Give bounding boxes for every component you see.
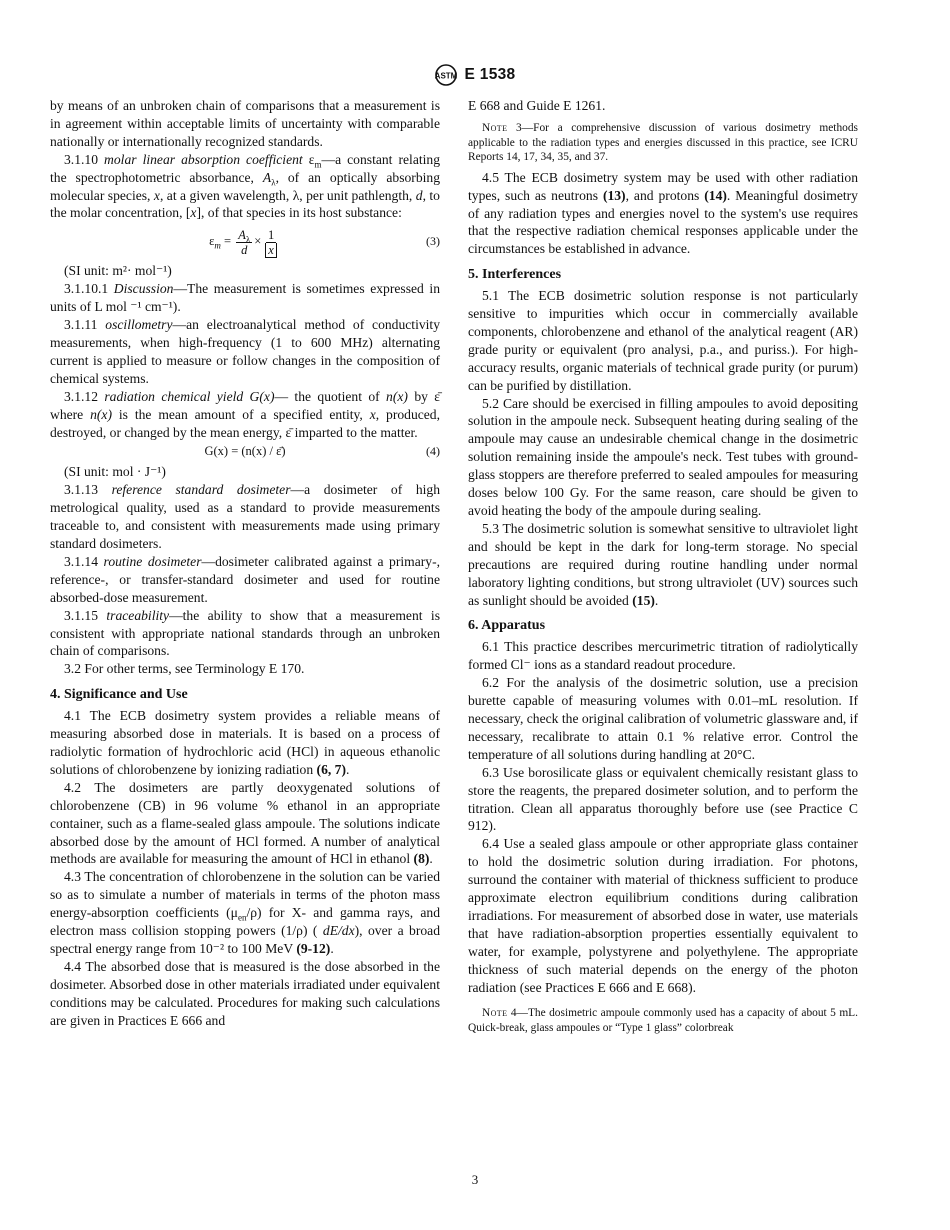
- paragraph-6-2: 6.2 For the analysis of the dosimetric solution, use a precision burette capable of measuring volumes with 0.01–mL resolution. If necessary, check the original calibration of volumetric glassware and, if necessary, recalibrate to attain 0.1 % relative error. Control the temperature of all solutions during handling at 20°C.: [468, 675, 858, 762]
- si-unit-4: (SI unit: mol · J⁻¹): [64, 464, 166, 480]
- paragraph-4-4-continued: E 668 and Guide E 1261.: [468, 98, 606, 113]
- definition-3-1-11: 3.1.11 oscillometry—an electroanalytical method of conductivity measurements, when high-frequency (1 to 600 MHz) alternating current is applied to measure or follow changes in the composition of chemical systems.: [50, 317, 440, 386]
- equation-4: G(x) = (n(x) / ε̄) (4): [50, 441, 440, 463]
- si-unit-3: (SI unit: m²· mol⁻¹): [64, 263, 172, 279]
- definition-3-1-10-1: 3.1.10.1 Discussion—The measurement is sometimes expressed in units of L mol ⁻¹ cm⁻¹).: [50, 281, 440, 315]
- right-column: [468, 97, 858, 1040]
- section-heading-5: 5. Interferences: [468, 267, 562, 283]
- paragraph-6-1: 6.1 This practice describes mercurimetric titration of radiolytically formed Cl⁻ ions as a standard readout procedure.: [468, 639, 858, 673]
- page-number: 3: [471, 1172, 479, 1187]
- paragraph-6-4: 6.4 Use a sealed glass ampoule or other appropriate glass container to hold the dosimetric solution during irradiation. For photons, surround the container with material of thickness sufficient to produce approximate electron equilibrium conditions during calibration irradiations. For measurement of absorbed dose in water, use materials that have radiation-absorption properties essentially equivalent to water, for example, polystyrene and polyethylene. The appropriate thickness of such material depends on the energy of the photon radiation (see Practices E 666 and E 668).: [468, 836, 858, 995]
- definition-3-1-13: 3.1.13 reference standard dosimeter—a dosimeter of high metrological quality, used as a standard to provide measurements traceable to, and consistent with measurements made using primary standard dosimeters.: [50, 482, 440, 552]
- page-header: [0, 64, 950, 86]
- paragraph-traceable-tail: by means of an unbroken chain of comparisons that a measurement is in agreement within acceptable limits of uncertainty with comparable nationally or internationally recognized standards.: [50, 98, 440, 149]
- paragraph-4-5: 4.5 The ECB dosimetry system may be used with other radiation types, such as neutrons (13), and protons (14). Meaningful dosimetry of any radiation types and energies novel to the system's use requires that the respective radiation chemical responses applicable under the circumstances be established in advance.: [468, 169, 858, 257]
- paragraph-4-3: 4.3 The concentration of chlorobenzene in the solution can be varied so as to simulate a number of materials in terms of the photon mass energy-absorption coefficients $(\mu_{en}/\rho)$ for X- and gamma rays, and electron mass collision stopping powers (1/ρ) ( dE/dx), over a broad spectral energy range from 10⁻² to 100 MeV (9-12).: [50, 869, 441, 956]
- paragraph-4-2: 4.2 The dosimeters are partly deoxygenated solutions of chlorobenzene (CB) in 96 volume % ethanol in an appropriate container, such as a flame-sealed glass ampoule. The solutions indicate absorbed dose by the amount of HCl formed. A number of analytical methods are available for measuring the amount of HCl in ethanol (8).: [50, 779, 440, 867]
- definition-3-1-12: 3.1.12 radiation chemical yield G(x)— the quotient of n(x) by ε̄ where n(x) is the mean amount of a specified entity, x, produced, destroyed, or changed by the mean energy, ε̄ imparted to the matter.: [50, 388, 441, 440]
- definition-3-1-14: 3.1.14 routine dosimeter—dosimeter calibrated against a primary-, reference-, or transfer-standard dosimeter and used for routine absorbed-dose measurement.: [50, 553, 440, 605]
- equation-4-number: (4): [426, 444, 440, 459]
- definition-3-1-15: 3.1.15 traceability—the ability to show that a measurement is consistent with appropriate national standards through an unbroken chain of comparisons.: [50, 607, 441, 659]
- equation-3-number: (3): [426, 234, 440, 249]
- paragraph-5-1: 5.1 The ECB dosimetric solution response is not particularly sensitive to impurities which occur in commercially available components, chlorobenzene and ethanol of the analytical reagent (AR) grade purity or equivalent (pro analysi, p.a., and puriss.). For high-accuracy results, organic materials of technical grade purity (or purum) can be purified by distillation.: [468, 288, 858, 393]
- note-4: Note 4—The dosimetric ampoule commonly used has a capacity of about 5 mL. Quick-break, glass ampoules or “Type 1 glass” colorbreak: [468, 1007, 858, 1035]
- paragraph-5-3: 5.3 The dosimetric solution is somewhat sensitive to ultraviolet light and should be kept in the dark for long-term storage. No special precautions are required during routine handling under normal laboratory lighting conditions, but strong ultraviolet (UV) sources such as sunlight should be avoided (15).: [468, 520, 858, 608]
- astm-logo-icon: [435, 64, 457, 86]
- paragraph-3-2: 3.2 For other terms, see Terminology E 170.: [64, 661, 305, 677]
- section-heading-6: 6. Apparatus: [468, 618, 546, 634]
- standard-designation: E 1538: [464, 66, 516, 83]
- equation-3: $\varepsilon_m$ = $\frac{A_\lambda}{d}$ × $\frac{1}{x}$ (3): [209, 227, 440, 257]
- definition-3-1-10: 3.1.10 molar linear absorption coefficient $\varepsilon_m—a$ constant relating the spectrophotometric absorbance, $A_\lambda$, of an optically absorbing molecular species, x, at a given wavelength, λ, per unit pathlength, d, to the molar concentration, [x], of that species in its host substance:: [50, 151, 441, 221]
- paragraph-4-1: 4.1 The ECB dosimetry system provides a reliable means of measuring absorbed dose in materials. It is based on a process of radiolytic formation of hydrochloric acid (HCl) in aqueous ethanolic solutions of chlorobenzene by ionizing radiation (6, 7).: [50, 708, 440, 777]
- left-column: [50, 97, 440, 1030]
- paragraph-5-2: 5.2 Care should be exercised in filling ampoules to avoid depositing solution in the ampoule neck. Subsequent heating during sealing of the ampoule may cause an undesirable chemical change in the dosimetric solution remaining inside the ampoule's neck. Test tubes with ground-glass stoppers are therefore preferred to sealed ampoules for measuring doses below 100 Gy. For the same reason, care should be given to avoid heating the body of the ampoule during sealing.: [468, 395, 858, 518]
- paragraph-6-3: 6.3 Use borosilicate glass or equivalent chemically resistant glass to store the reagents, the prepared dosimeter solution, and to perform the titration. Clean all apparatus thoroughly before use (see Practice C 912).: [468, 764, 858, 834]
- note-3: Note 3—For a comprehensive discussion of various dosimetry methods applicable to the radiation types and energies discussed in this practice, see ICRU Reports 14, 17, 34, 35, and 37.: [468, 121, 858, 164]
- paragraph-4-4: 4.4 The absorbed dose that is measured is the dose absorbed in the dosimeter. Absorbed dose in other materials irradiated under equivalent conditions may be calculated. Procedures for making such calculations are given in Practices E 666 and: [50, 958, 440, 1028]
- svg-text:ASTM: ASTM: [434, 71, 457, 81]
- section-heading-4: 4. Significance and Use: [50, 687, 188, 703]
